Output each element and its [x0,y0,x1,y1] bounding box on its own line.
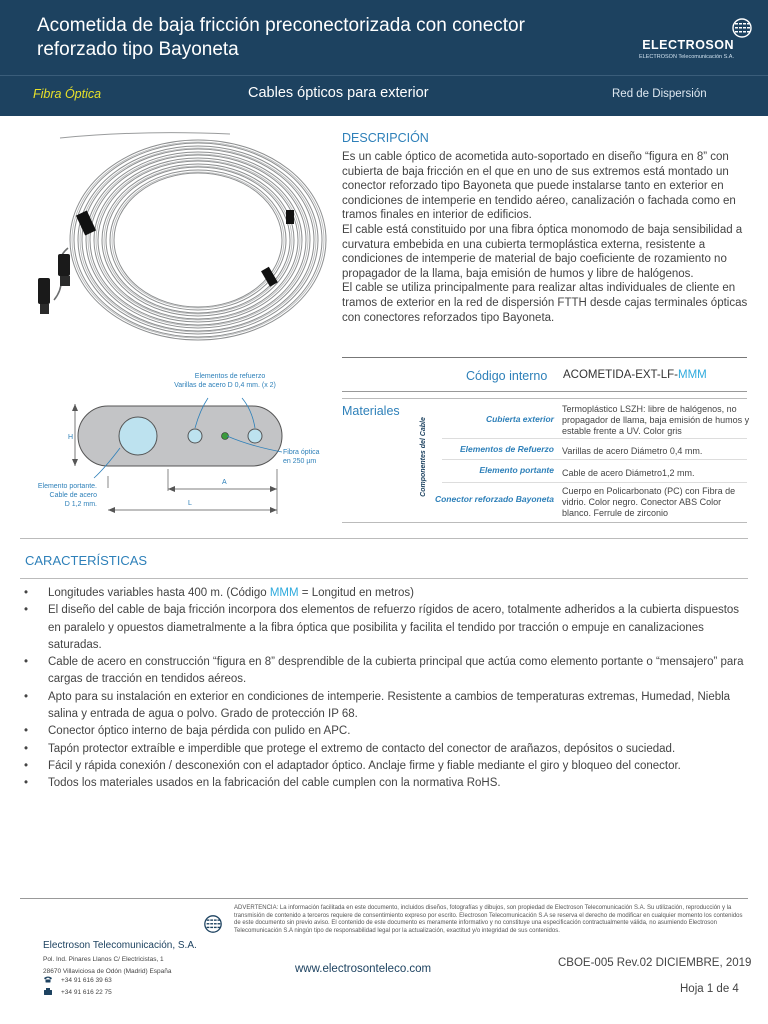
document-header [0,0,768,116]
list-item-text-accent: MMM [269,587,299,599]
list-item-text: Cable de acero en construcción “figura en 8” desprendible de la cubierta principal que actúa como elemento portante o “mensajero” para cargas de tracción en tendidos aéreos. [48,656,744,686]
material-name: Cubierta exterior [485,414,554,424]
list-item-text: Conector óptico interno de baja pérdida con pulido en APC. [48,725,351,738]
messenger-label-material: Cable de acero [49,492,97,499]
bullet-icon: • [24,656,29,669]
header-divider [0,75,768,76]
internal-code-prefix: ACOMETIDA-EXT-LF- [563,369,679,381]
description-text [342,150,752,325]
material-divider [442,482,747,483]
internal-code-value [563,369,707,381]
footer-phones [43,975,112,999]
list-item [22,758,752,775]
footer-fax-number: +34 91 616 22 75 [61,989,112,996]
legal-warning: ADVERTENCIA: La información facilitada en este documento, incluidos diseños, fotografías y dibujos, son propiedad de Electroson Telecomunicación S.A. Su utilización, reproducción y la transmisión de contenido a terceros requiere de consentimiento expreso por escrito. Electroson Telecomunicación S.A se reserva el derecho de modificar en cualquier momento los contenidos de este documento sin previo aviso. El contenido de este documento es meramente informativo y no constituye una especificación contractualmente válida, no asumiendo Electroson Telecomunicación S.A ningún tipo de responsabilidad legal por la actualización, exactitud y/o integridad de sus contenidos. [234,905,743,934]
reinforcement-label-detail: Varillas de acero D 0,4 mm. (x 2) [174,382,276,389]
bullet-icon: • [24,587,29,599]
materials-label: Materiales [342,404,400,418]
material-description: Varillas de acero Diámetro 0,4 mm. [562,446,703,456]
electroson-logo-icon [731,17,753,39]
list-item-text: Fácil y rápida conexión / desconexión con el adaptador óptico. Anclaje firme y fiable mediante el giro y bloqueo del conector. [48,759,681,772]
footer-phone-row [43,975,112,987]
list-item [22,585,752,602]
fax-icon [43,988,53,995]
dimension-l-label: L [188,500,192,507]
description-paragraph: Es un cable óptico de acometida auto-soportado en diseño “figura en 8” con cubierta de baja fricción en el que en uno de sus extremos está montado un conector reforzado tipo Bayoneta que puede instalarse tanto en exterior en condiciones de intemperie en tendido aéreo, canalización o fachada como en tramos finales en interior de edificios. [342,151,736,222]
material-description: Termoplástico LSZH: libre de halógenos, no propagador de llama, baja emisión de humos y estable frente a UV. Color gris [562,404,750,436]
list-item-text-end: = Longitud en metros) [298,587,414,599]
description-paragraph: El cable se utiliza principalmente para realizar altas individuales de cliente en tramos de exterior en la red de dispersión FTTH desde cajas terminales ópticas con conectores reforzados tipo Bayoneta. [342,282,748,324]
characteristics-top-rule [20,538,748,539]
fiber-label-title: Fibra óptica [283,449,320,456]
list-item-text-start: Longitudes variables hasta 400 m. (Código [48,587,270,599]
list-item [22,654,752,689]
category-label: Fibra Óptica [33,87,102,101]
internal-code-suffix: MMM [678,369,707,381]
material-divider [442,438,747,439]
footer-address-line: Pol. Ind. Pinares Llanos C/ Electricistas, 1 [43,956,164,963]
description-paragraph: El cable está constituido por una fibra óptica monomodo de baja sensibilidad a curvatura embebida en una cubierta termoplástica externa, resistente a condiciones de intemperie de material de bajo coeficiente de rozamiento no propagador de la llama, baja emisión de humos y libre de halógenos. [342,223,743,280]
description-heading: DESCRIPCIÓN [342,131,429,145]
characteristics-list [22,585,752,793]
list-item-text: Tapón protector extraíble e imperdible que protege el extremo de contacto del conector de arañazos, depósitos o suciedad. [48,742,676,755]
cable-coil-photo [20,128,335,368]
components-group-text: Componentes del Cable [420,417,427,497]
list-item [22,723,752,740]
internal-code-label: Código interno [466,369,548,383]
footer-company-name: Electroson Telecomunicación, S.A. [43,940,197,951]
messenger-label-title: Elemento portante. [37,483,97,490]
characteristics-heading-rule [20,578,748,579]
bullet-icon: • [24,690,29,703]
brand-subtitle: ELECTROSON Telecomunicación S.A. [639,54,734,60]
list-item [22,775,752,792]
characteristics-heading: CARACTERÍSTICAS [25,553,148,568]
list-item-text: Todos los materiales usados en la fabricación del cable cumplen con la normativa RoHS. [48,777,501,790]
list-item [22,689,752,724]
footer-address [43,954,172,977]
fiber-label-detail: en 250 µm [283,458,317,465]
document-code: CBOE-005 Rev.02 DICIEMBRE, 2019 [558,957,752,969]
footer-rule [20,898,748,899]
material-description: Cable de acero Diámetro1,2 mm. [562,468,695,478]
materials-bottom-rule [342,522,747,523]
subsection-label: Red de Dispersión [612,88,707,100]
list-item-text: El diseño del cable de baja fricción incorpora dos elementos de refuerzo rígidos de acero, totalmente adheridos a la cubierta dispuestos en paralelo y opuestos diametralmente a la fibra óptica que posibilita y facilita el tendido por tracción o empuje en canalizaciones saturadas. [48,604,740,651]
section-label: Cables ópticos para exterior [248,85,429,101]
footer-phone-number: +34 91 616 39 63 [61,977,112,984]
page-number: Hoja 1 de 4 [680,983,739,995]
phone-icon [43,976,53,983]
bullet-icon: • [24,725,29,738]
website-link[interactable]: www.electrosonteleco.com [295,963,432,975]
materials-top-rule [342,398,747,399]
bullet-icon: • [24,742,29,755]
list-item [22,741,752,758]
bullet-icon: • [24,759,29,772]
messenger-label-diameter: D 1,2 mm. [64,501,97,508]
dimension-a-label: A [222,479,227,486]
reinforcement-label-title: Elementos de refuerzo [194,373,266,380]
bullet-icon: • [24,604,29,617]
footer-address-line: 28670 Villaviciosa de Odón (Madrid) España [43,967,172,975]
bullet-icon: • [24,777,29,790]
material-name: Conector reforzado Bayoneta [434,494,554,504]
footer-fax-row [43,987,112,999]
cable-cross-section-diagram [20,366,340,516]
list-item [22,602,752,654]
document-title: Acometida de baja fricción preconectorizada con conector reforzado tipo Bayoneta [37,15,525,60]
material-description: Cuerpo en Policarbonato (PC) con Fibra de vidrio. Color negro. Conector ABS Color blanco. Ferrule de zirconio [562,486,736,518]
electroson-logo-icon [203,914,223,934]
material-divider [442,459,747,460]
material-name: Elementos de Refuerzo [460,444,554,454]
section-divider [342,357,747,358]
list-item-text: Apto para su instalación en exterior en condiciones de intemperie. Resistente a cambios de temperaturas extremas, Humedad, Niebla salina y entrada de agua o polvo. Grado de protección IP 68. [48,690,731,721]
brand-name: ELECTROSON [642,38,734,52]
dimension-h-label: H [68,434,74,441]
code-divider [342,391,747,392]
material-name: Elemento portante [479,465,554,475]
